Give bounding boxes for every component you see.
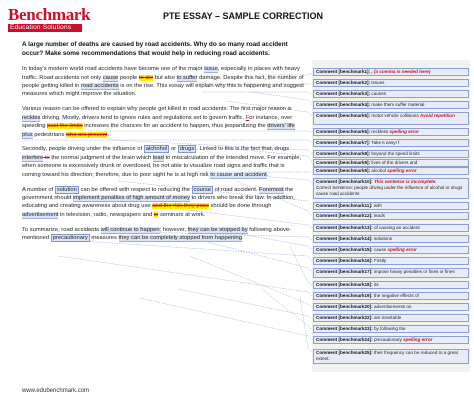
marked-text: precautionary <box>52 235 88 242</box>
marked-text: road accidents <box>80 83 119 89</box>
essay-body <box>22 41 304 249</box>
comment-note: Avoid repetition <box>419 113 455 119</box>
comment-text: Take it easy! f <box>370 140 400 146</box>
text: increases the chances for an accident to happen, thus jeopardizing the <box>82 123 268 130</box>
text: Various reason can be offered to explain why people get killed in road accidents. The first major reason is <box>22 106 292 113</box>
text: measures <box>89 235 119 242</box>
comment-label: Comment [benchmark25]: <box>316 350 373 356</box>
comment-label: Comment [benchmark6]: <box>316 129 371 135</box>
comment-balloon[interactable] <box>313 90 469 98</box>
text: following above-mentioned <box>22 226 292 242</box>
marked-text: issue <box>204 66 218 73</box>
comment-label: Comment [benchmark24]: <box>316 337 373 343</box>
marked-text: implement penalties of high amount of money <box>72 194 190 201</box>
comment-label: Comment [benchmark16]: <box>316 258 373 264</box>
comment-text: impose heavy penalties or fines or fines <box>372 269 455 275</box>
comment-text: their frequency can be reduced to a great extent. <box>316 350 458 362</box>
comment-text: causes <box>370 91 386 97</box>
comment-balloon[interactable] <box>313 68 469 76</box>
deleted-text: to <box>43 154 50 161</box>
marked-text: drivers' life plus <box>22 123 295 138</box>
comment-balloon[interactable] <box>313 101 469 109</box>
comment-balloon[interactable] <box>313 202 469 210</box>
comment-balloon[interactable] <box>313 246 469 254</box>
comment-balloon[interactable] <box>313 79 469 87</box>
comment-balloon[interactable] <box>313 325 469 333</box>
text: To summarize, road accidents <box>22 226 101 233</box>
marked-text: interfere <box>22 154 44 161</box>
marked-text: Foremost <box>259 186 284 193</box>
text: the government should <box>22 186 294 201</box>
text: damage. Despite this fact, the number of people getting killed in <box>22 74 304 89</box>
deleted-text: who are present <box>65 131 108 138</box>
comment-label: Comment [benchmark7]: <box>316 140 371 146</box>
comment-label: Comment [benchmark20]: <box>316 304 373 310</box>
comment-label: Comment [benchmark12]: <box>316 213 373 219</box>
comment-label: Comment [benchmark1]: <box>316 69 371 75</box>
text: road accidents have become one of the major <box>83 66 205 73</box>
comment-text: make them suffer material <box>370 102 425 108</box>
comment-balloon[interactable] <box>313 128 469 136</box>
benchmark-logo <box>8 5 91 40</box>
deleted-text: in <box>153 211 159 218</box>
text: the normal judgment of the brain which <box>49 154 153 161</box>
comment-balloon[interactable] <box>313 178 469 199</box>
comment-balloon[interactable] <box>313 349 469 364</box>
essay-question: A large number of deaths are caused by road accidents. Why do so many road accident occur? Make some recommendations that would help in reducing road accidents. <box>22 41 288 57</box>
marked-text: solution <box>56 186 77 193</box>
marked-text: cause <box>102 74 119 81</box>
comment-correction: Correct Sentence: people driving under the influence of alcohol or drugs cause road accidents <box>316 185 463 196</box>
page-title: PTE ESSAY – SAMPLE CORRECTION <box>163 11 324 21</box>
marked-text: advertisement <box>22 211 59 218</box>
marked-text: they can be completely stopped from happening <box>118 235 242 242</box>
comment-text: Firstly <box>372 258 387 264</box>
comment-text: This sentence is incomplete. <box>372 179 437 185</box>
text: pedestrians <box>32 131 66 138</box>
paragraph-4 <box>22 186 304 220</box>
comment-label: Comment [benchmark18]: <box>316 282 373 288</box>
comment-label: Comment [benchmark23]: <box>316 326 373 332</box>
comment-label: Comment [benchmark9]: <box>316 160 371 166</box>
text: is on the rise. This essay will explain why this is happening and suggest measures which might improve the situation. <box>22 83 304 98</box>
comment-label: Comment [benchmark5]: <box>316 113 371 119</box>
paragraph-2 <box>22 105 304 139</box>
deleted-text: risk they pose <box>171 203 209 210</box>
comment-note: spelling error <box>387 168 417 174</box>
comment-text: issues <box>370 80 385 86</box>
marked-text: reckles <box>22 114 41 121</box>
deleted-text: to die <box>138 74 154 81</box>
comment-note: spelling error <box>387 247 417 253</box>
comment-note: spelling error <box>403 337 433 343</box>
paragraph-1 <box>22 65 304 99</box>
marked-text: they can be stopped by <box>187 226 248 233</box>
text: or instance, over speeding <box>22 114 293 130</box>
marked-text: to cause and accident <box>210 171 267 178</box>
comment-text: reckless <box>370 129 390 135</box>
marked-text: course <box>193 186 211 193</box>
comment-balloon[interactable] <box>313 150 469 158</box>
comment-balloon[interactable] <box>313 281 469 289</box>
text: . Linked to this is the fact that, drugs <box>196 146 290 153</box>
text: of road accident. <box>212 186 260 193</box>
comment-label: Comment [benchmark3]: <box>316 91 371 97</box>
text: but also <box>153 74 177 81</box>
marked-text: alchohol <box>145 146 168 153</box>
comment-label: Comment [benchmark14]: <box>316 236 373 242</box>
paragraph-3 <box>22 145 304 179</box>
comment-text: of causing an accident <box>372 225 420 231</box>
comment-label: Comment [benchmark17]: <box>316 269 373 275</box>
comment-text: leads <box>372 213 385 219</box>
deleted-text: and the <box>152 203 172 210</box>
text: seminars at work. <box>158 211 206 218</box>
comment-balloon[interactable] <box>313 257 469 265</box>
comment-text: cause <box>372 247 388 253</box>
text: . <box>107 131 110 138</box>
comment-label: Comment [benchmark9]: <box>316 168 371 174</box>
comment-balloon[interactable] <box>313 303 469 311</box>
comment-text: motor vehicle collisions <box>370 113 420 119</box>
logo-subtitle: Education Solutions <box>8 24 82 32</box>
text: A number of <box>22 186 55 193</box>
text: in television, radio, newspapers and <box>58 211 154 218</box>
comment-label: Comment [benchmark4]: <box>316 102 371 108</box>
text: , especially in places with heavy traffic. Road accidents not only <box>22 66 300 81</box>
comment-text: lives of the drivers and <box>370 160 418 166</box>
text: can be offered with respect to reducing the <box>78 186 192 193</box>
comment-label: Comment [benchmark15]: <box>316 247 373 253</box>
marked-text: will continue to happen <box>100 226 160 233</box>
text: . <box>241 235 244 242</box>
text: Secondly, people driving under the influence of <box>22 146 144 153</box>
comment-balloon[interactable] <box>313 292 469 300</box>
text: to miscalculation of the intended move. For example, when someone is excessively drunk or overdosed, he not able to visualize road signs and traffic that is coming toward his direction; therefore, due to poor sight he is at high risk <box>22 154 302 178</box>
comment-balloon[interactable] <box>313 112 469 125</box>
comment-text: advertisements on <box>372 304 412 310</box>
comment-label: Comment [benchmark22]: <box>316 315 373 321</box>
text: to drivers who break the law. In addition, educating and creating awareness about drug use <box>22 194 295 210</box>
text: ; however, <box>159 226 188 233</box>
comment-label: Comment [benchmark8]: <box>316 151 371 157</box>
comment-balloon[interactable] <box>313 235 469 243</box>
comment-label: Comment [benchmark11]: <box>316 203 373 209</box>
comment-text: by following the <box>372 326 406 332</box>
comment-text: solutions <box>372 236 393 242</box>
comment-balloon[interactable] <box>313 139 469 147</box>
comment-label: Comment [benchmark13]: <box>316 225 373 231</box>
comment-text: , (a comma is needed here) <box>370 69 431 75</box>
comment-balloon[interactable] <box>313 159 469 167</box>
text: driving. Mostly, drivers tend to ignore rules and regulations set to govern traffic. <box>40 114 246 121</box>
comment-text: alcohol <box>370 168 388 174</box>
comment-text: precautionary <box>372 337 404 343</box>
comment-balloon[interactable] <box>313 167 469 175</box>
comment-balloon[interactable] <box>313 212 469 220</box>
marked-text: drugs <box>179 146 195 153</box>
comment-note: spelling error <box>389 129 419 135</box>
text: should be done through <box>208 203 272 210</box>
comment-balloon[interactable] <box>313 224 469 232</box>
comment-text: are inevitable <box>372 315 402 321</box>
inserted-text: F <box>245 114 250 121</box>
comment-text: its <box>372 282 379 288</box>
text: people <box>118 74 139 81</box>
comment-balloon[interactable] <box>313 336 469 344</box>
comment-balloon[interactable] <box>313 314 469 322</box>
marked-text: to suffer <box>176 74 198 81</box>
footer-url[interactable]: www.edubenchmark.com <box>22 388 90 394</box>
comment-text: the negative effects of <box>372 293 419 299</box>
paragraph-5 <box>22 226 304 243</box>
comment-text: with <box>372 203 382 209</box>
comment-label: Comment [benchmark10]: <box>316 179 373 185</box>
comment-label: Comment [benchmark2]: <box>316 80 371 86</box>
logo-brand-text: Benchmark <box>8 5 91 24</box>
comment-balloon[interactable] <box>313 268 469 278</box>
text: or <box>169 146 178 153</box>
comment-label: Comment [benchmark19]: <box>316 293 373 299</box>
marked-text: lead <box>152 154 164 161</box>
text: . <box>266 171 269 178</box>
text: In today's modern world <box>22 66 84 73</box>
deleted-text: past the limits <box>47 123 83 130</box>
comment-text: beyond the speed limits <box>370 151 420 157</box>
